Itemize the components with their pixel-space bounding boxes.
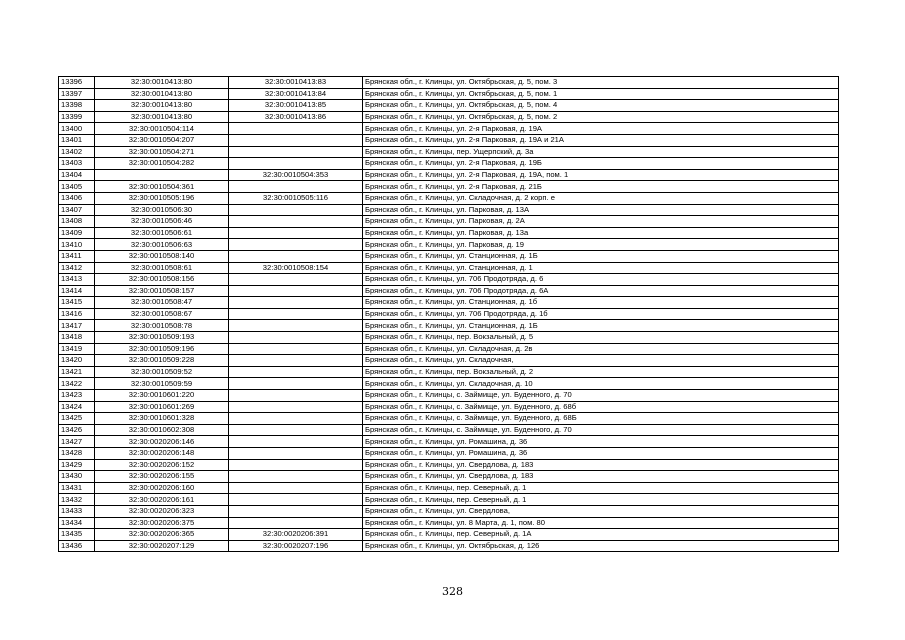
cadastral-number-cell: 32:30:0010506:46 [95, 216, 229, 228]
table-row [59, 88, 839, 100]
row-number-cell: 13427 [59, 436, 95, 448]
row-number-cell: 13405 [59, 181, 95, 193]
cadastral-number-cell: 32:30:0010413:80 [95, 100, 229, 112]
row-number-cell: 13428 [59, 448, 95, 460]
related-cadastral-number-cell: 32:30:0010508:154 [229, 262, 363, 274]
table-row [59, 355, 839, 367]
cadastral-number-cell: 32:30:0010504:207 [95, 134, 229, 146]
related-cadastral-number-cell: 32:30:0020206:391 [229, 529, 363, 541]
address-cell: Брянская обл., г. Клинцы, с. Займище, ул. Буденного, д. 68Б [363, 413, 839, 425]
cadastral-number-cell: 32:30:0010504:271 [95, 146, 229, 158]
table-row [59, 285, 839, 297]
table-row [59, 146, 839, 158]
table-row [59, 366, 839, 378]
table-row [59, 274, 839, 286]
row-number-cell: 13434 [59, 517, 95, 529]
cadastral-number-cell: 32:30:0010504:282 [95, 158, 229, 170]
related-cadastral-number-cell [229, 320, 363, 332]
cadastral-number-cell: 32:30:0010601:328 [95, 413, 229, 425]
table-row [59, 100, 839, 112]
cadastral-number-cell: 32:30:0020206:375 [95, 517, 229, 529]
related-cadastral-number-cell [229, 366, 363, 378]
address-cell: Брянская обл., г. Клинцы, пер. Вокзальный, д. 5 [363, 332, 839, 344]
related-cadastral-number-cell [229, 424, 363, 436]
row-number-cell: 13422 [59, 378, 95, 390]
row-number-cell: 13416 [59, 308, 95, 320]
address-cell: Брянская обл., г. Клинцы, с. Займище, ул. Буденного, д. 68б [363, 401, 839, 413]
table-row [59, 297, 839, 309]
table-row [59, 448, 839, 460]
row-number-cell: 13436 [59, 540, 95, 552]
related-cadastral-number-cell: 32:30:0010504:353 [229, 169, 363, 181]
address-cell: Брянская обл., г. Клинцы, ул. Свердлова, [363, 505, 839, 517]
address-cell: Брянская обл., г. Клинцы, ул. Станционная, д. 1б [363, 297, 839, 309]
row-number-cell: 13430 [59, 471, 95, 483]
address-cell: Брянская обл., г. Клинцы, ул. Октябрьская, д. 5, пом. 3 [363, 77, 839, 89]
address-cell: Брянская обл., г. Клинцы, ул. 8 Марта, д. 1, пом. 80 [363, 517, 839, 529]
address-cell: Брянская обл., г. Клинцы, ул. Октябрьская, д. 5, пом. 1 [363, 88, 839, 100]
address-cell: Брянская обл., г. Клинцы, ул. Складочная, д. 2в [363, 343, 839, 355]
related-cadastral-number-cell [229, 181, 363, 193]
related-cadastral-number-cell [229, 482, 363, 494]
cadastral-number-cell: 32:30:0020206:161 [95, 494, 229, 506]
cadastral-number-cell: 32:30:0010508:140 [95, 250, 229, 262]
cadastral-number-cell: 32:30:0020206:365 [95, 529, 229, 541]
related-cadastral-number-cell [229, 158, 363, 170]
related-cadastral-number-cell [229, 308, 363, 320]
cadastral-number-cell: 32:30:0010508:47 [95, 297, 229, 309]
address-cell: Брянская обл., г. Клинцы, ул. 2-я Парковая, д. 21Б [363, 181, 839, 193]
cadastral-number-cell: 32:30:0020206:146 [95, 436, 229, 448]
related-cadastral-number-cell [229, 436, 363, 448]
address-cell: Брянская обл., г. Клинцы, ул. 2-я Парковая, д. 19Б [363, 158, 839, 170]
table-row [59, 424, 839, 436]
row-number-cell: 13398 [59, 100, 95, 112]
address-cell: Брянская обл., г. Клинцы, ул. 706 Продотряда, д. 6А [363, 285, 839, 297]
related-cadastral-number-cell [229, 390, 363, 402]
row-number-cell: 13397 [59, 88, 95, 100]
row-number-cell: 13424 [59, 401, 95, 413]
address-cell: Брянская обл., г. Клинцы, с. Займище, ул. Буденного, д. 70 [363, 390, 839, 402]
registry-table-body [59, 77, 839, 552]
row-number-cell: 13402 [59, 146, 95, 158]
related-cadastral-number-cell [229, 216, 363, 228]
row-number-cell: 13400 [59, 123, 95, 135]
row-number-cell: 13415 [59, 297, 95, 309]
row-number-cell: 13417 [59, 320, 95, 332]
row-number-cell: 13429 [59, 459, 95, 471]
related-cadastral-number-cell [229, 204, 363, 216]
table-row [59, 378, 839, 390]
related-cadastral-number-cell [229, 471, 363, 483]
table-row [59, 308, 839, 320]
address-cell: Брянская обл., г. Клинцы, с. Займище, ул. Буденного, д. 70 [363, 424, 839, 436]
row-number-cell: 13413 [59, 274, 95, 286]
related-cadastral-number-cell [229, 297, 363, 309]
cadastral-number-cell: 32:30:0010508:156 [95, 274, 229, 286]
address-cell: Брянская обл., г. Клинцы, ул. Ромашина, д. 36 [363, 436, 839, 448]
cadastral-number-cell: 32:30:0010601:269 [95, 401, 229, 413]
address-cell: Брянская обл., г. Клинцы, ул. Свердлова, д. 183 [363, 459, 839, 471]
related-cadastral-number-cell [229, 459, 363, 471]
table-row [59, 343, 839, 355]
registry-table [58, 76, 839, 552]
address-cell: Брянская обл., г. Клинцы, ул. Парковая, д. 13А [363, 204, 839, 216]
table-row [59, 227, 839, 239]
address-cell: Брянская обл., г. Клинцы, ул. 706 Продотряда, д. 6 [363, 274, 839, 286]
related-cadastral-number-cell [229, 134, 363, 146]
address-cell: Брянская обл., г. Клинцы, пер. Северный, д. 1А [363, 529, 839, 541]
row-number-cell: 13407 [59, 204, 95, 216]
row-number-cell: 13418 [59, 332, 95, 344]
address-cell: Брянская обл., г. Клинцы, ул. Станционная, д. 1 [363, 262, 839, 274]
table-row [59, 390, 839, 402]
cadastral-number-cell: 32:30:0010505:196 [95, 192, 229, 204]
row-number-cell: 13420 [59, 355, 95, 367]
related-cadastral-number-cell [229, 413, 363, 425]
address-cell: Брянская обл., г. Клинцы, ул. Парковая, д. 19 [363, 239, 839, 251]
address-cell: Брянская обл., г. Клинцы, ул. Октябрьская, д. 126 [363, 540, 839, 552]
cadastral-number-cell [95, 169, 229, 181]
related-cadastral-number-cell: 32:30:0010413:85 [229, 100, 363, 112]
cadastral-number-cell: 32:30:0010413:80 [95, 77, 229, 89]
table-row [59, 111, 839, 123]
address-cell: Брянская обл., г. Клинцы, пер. Северный, д. 1 [363, 494, 839, 506]
related-cadastral-number-cell: 32:30:0010505:116 [229, 192, 363, 204]
table-row [59, 401, 839, 413]
cadastral-number-cell: 32:30:0010508:61 [95, 262, 229, 274]
row-number-cell: 13399 [59, 111, 95, 123]
table-row [59, 540, 839, 552]
related-cadastral-number-cell [229, 401, 363, 413]
row-number-cell: 13432 [59, 494, 95, 506]
cadastral-number-cell: 32:30:0010509:228 [95, 355, 229, 367]
row-number-cell: 13410 [59, 239, 95, 251]
related-cadastral-number-cell [229, 239, 363, 251]
cadastral-number-cell: 32:30:0010506:30 [95, 204, 229, 216]
related-cadastral-number-cell [229, 355, 363, 367]
cadastral-number-cell: 32:30:0020206:155 [95, 471, 229, 483]
row-number-cell: 13426 [59, 424, 95, 436]
row-number-cell: 13423 [59, 390, 95, 402]
cadastral-number-cell: 32:30:0010413:80 [95, 88, 229, 100]
related-cadastral-number-cell [229, 332, 363, 344]
row-number-cell: 13412 [59, 262, 95, 274]
cadastral-number-cell: 32:30:0010504:114 [95, 123, 229, 135]
related-cadastral-number-cell: 32:30:0020207:196 [229, 540, 363, 552]
cadastral-number-cell: 32:30:0010508:157 [95, 285, 229, 297]
row-number-cell: 13433 [59, 505, 95, 517]
related-cadastral-number-cell [229, 146, 363, 158]
related-cadastral-number-cell [229, 343, 363, 355]
address-cell: Брянская обл., г. Клинцы, пер. Ущерпский, д. 3а [363, 146, 839, 158]
table-row [59, 204, 839, 216]
table-row [59, 239, 839, 251]
row-number-cell: 13408 [59, 216, 95, 228]
address-cell: Брянская обл., г. Клинцы, пер. Вокзальный, д. 2 [363, 366, 839, 378]
row-number-cell: 13421 [59, 366, 95, 378]
page-number: 328 [442, 585, 463, 598]
cadastral-number-cell: 32:30:0010602:308 [95, 424, 229, 436]
row-number-cell: 13425 [59, 413, 95, 425]
address-cell: Брянская обл., г. Клинцы, ул. Октябрьская, д. 5, пом. 2 [363, 111, 839, 123]
cadastral-number-cell: 32:30:0010413:80 [95, 111, 229, 123]
related-cadastral-number-cell [229, 494, 363, 506]
table-row [59, 413, 839, 425]
related-cadastral-number-cell [229, 123, 363, 135]
cadastral-number-cell: 32:30:0010508:78 [95, 320, 229, 332]
row-number-cell: 13431 [59, 482, 95, 494]
address-cell: Брянская обл., г. Клинцы, ул. 2-я Парковая, д. 19А [363, 123, 839, 135]
cadastral-number-cell: 32:30:0010509:196 [95, 343, 229, 355]
related-cadastral-number-cell: 32:30:0010413:84 [229, 88, 363, 100]
address-cell: Брянская обл., г. Клинцы, ул. 2-я Парковая, д. 19А и 21А [363, 134, 839, 146]
address-cell: Брянская обл., г. Клинцы, ул. 2-я Парковая, д. 19А, пом. 1 [363, 169, 839, 181]
table-row [59, 134, 839, 146]
cadastral-number-cell: 32:30:0010509:193 [95, 332, 229, 344]
table-row [59, 459, 839, 471]
table-row [59, 505, 839, 517]
table-row [59, 482, 839, 494]
address-cell: Брянская обл., г. Клинцы, ул. Станционная, д. 1Б [363, 320, 839, 332]
table-row [59, 332, 839, 344]
row-number-cell: 13404 [59, 169, 95, 181]
row-number-cell: 13419 [59, 343, 95, 355]
table-row [59, 471, 839, 483]
address-cell: Брянская обл., г. Клинцы, ул. 706 Продотряда, д. 1б [363, 308, 839, 320]
cadastral-number-cell: 32:30:0010509:59 [95, 378, 229, 390]
table-row [59, 250, 839, 262]
cadastral-number-cell: 32:30:0020206:323 [95, 505, 229, 517]
cadastral-number-cell: 32:30:0020206:152 [95, 459, 229, 471]
table-row [59, 494, 839, 506]
table-row [59, 262, 839, 274]
related-cadastral-number-cell [229, 505, 363, 517]
address-cell: Брянская обл., г. Клинцы, пер. Северный, д. 1 [363, 482, 839, 494]
address-cell: Брянская обл., г. Клинцы, ул. Складочная, [363, 355, 839, 367]
table-row [59, 517, 839, 529]
related-cadastral-number-cell: 32:30:0010413:83 [229, 77, 363, 89]
address-cell: Брянская обл., г. Клинцы, ул. Станционная, д. 1Б [363, 250, 839, 262]
related-cadastral-number-cell [229, 285, 363, 297]
cadastral-number-cell: 32:30:0010506:61 [95, 227, 229, 239]
related-cadastral-number-cell [229, 517, 363, 529]
related-cadastral-number-cell [229, 448, 363, 460]
address-cell: Брянская обл., г. Клинцы, ул. Складочная, д. 2 корп. е [363, 192, 839, 204]
table-row [59, 158, 839, 170]
row-number-cell: 13401 [59, 134, 95, 146]
table-row [59, 181, 839, 193]
row-number-cell: 13409 [59, 227, 95, 239]
related-cadastral-number-cell [229, 274, 363, 286]
address-cell: Брянская обл., г. Клинцы, ул. Складочная, д. 10 [363, 378, 839, 390]
table-row [59, 192, 839, 204]
table-row [59, 529, 839, 541]
row-number-cell: 13396 [59, 77, 95, 89]
related-cadastral-number-cell: 32:30:0010413:86 [229, 111, 363, 123]
table-row [59, 216, 839, 228]
row-number-cell: 13411 [59, 250, 95, 262]
address-cell: Брянская обл., г. Клинцы, ул. Свердлова, д. 183 [363, 471, 839, 483]
cadastral-number-cell: 32:30:0010601:220 [95, 390, 229, 402]
related-cadastral-number-cell [229, 378, 363, 390]
cadastral-number-cell: 32:30:0010508:67 [95, 308, 229, 320]
row-number-cell: 13403 [59, 158, 95, 170]
address-cell: Брянская обл., г. Клинцы, ул. Октябрьская, д. 5, пом. 4 [363, 100, 839, 112]
cadastral-number-cell: 32:30:0010504:361 [95, 181, 229, 193]
table-row [59, 77, 839, 89]
table-row [59, 123, 839, 135]
address-cell: Брянская обл., г. Клинцы, ул. Парковая, д. 2А [363, 216, 839, 228]
cadastral-number-cell: 32:30:0020206:160 [95, 482, 229, 494]
table-row [59, 436, 839, 448]
row-number-cell: 13406 [59, 192, 95, 204]
related-cadastral-number-cell [229, 250, 363, 262]
cadastral-number-cell: 32:30:0020207:129 [95, 540, 229, 552]
table-row [59, 320, 839, 332]
cadastral-number-cell: 32:30:0010506:63 [95, 239, 229, 251]
cadastral-number-cell: 32:30:0010509:52 [95, 366, 229, 378]
row-number-cell: 13414 [59, 285, 95, 297]
table-row [59, 169, 839, 181]
cadastral-number-cell: 32:30:0020206:148 [95, 448, 229, 460]
row-number-cell: 13435 [59, 529, 95, 541]
related-cadastral-number-cell [229, 227, 363, 239]
address-cell: Брянская обл., г. Клинцы, ул. Ромашина, д. 36 [363, 448, 839, 460]
address-cell: Брянская обл., г. Клинцы, ул. Парковая, д. 13а [363, 227, 839, 239]
